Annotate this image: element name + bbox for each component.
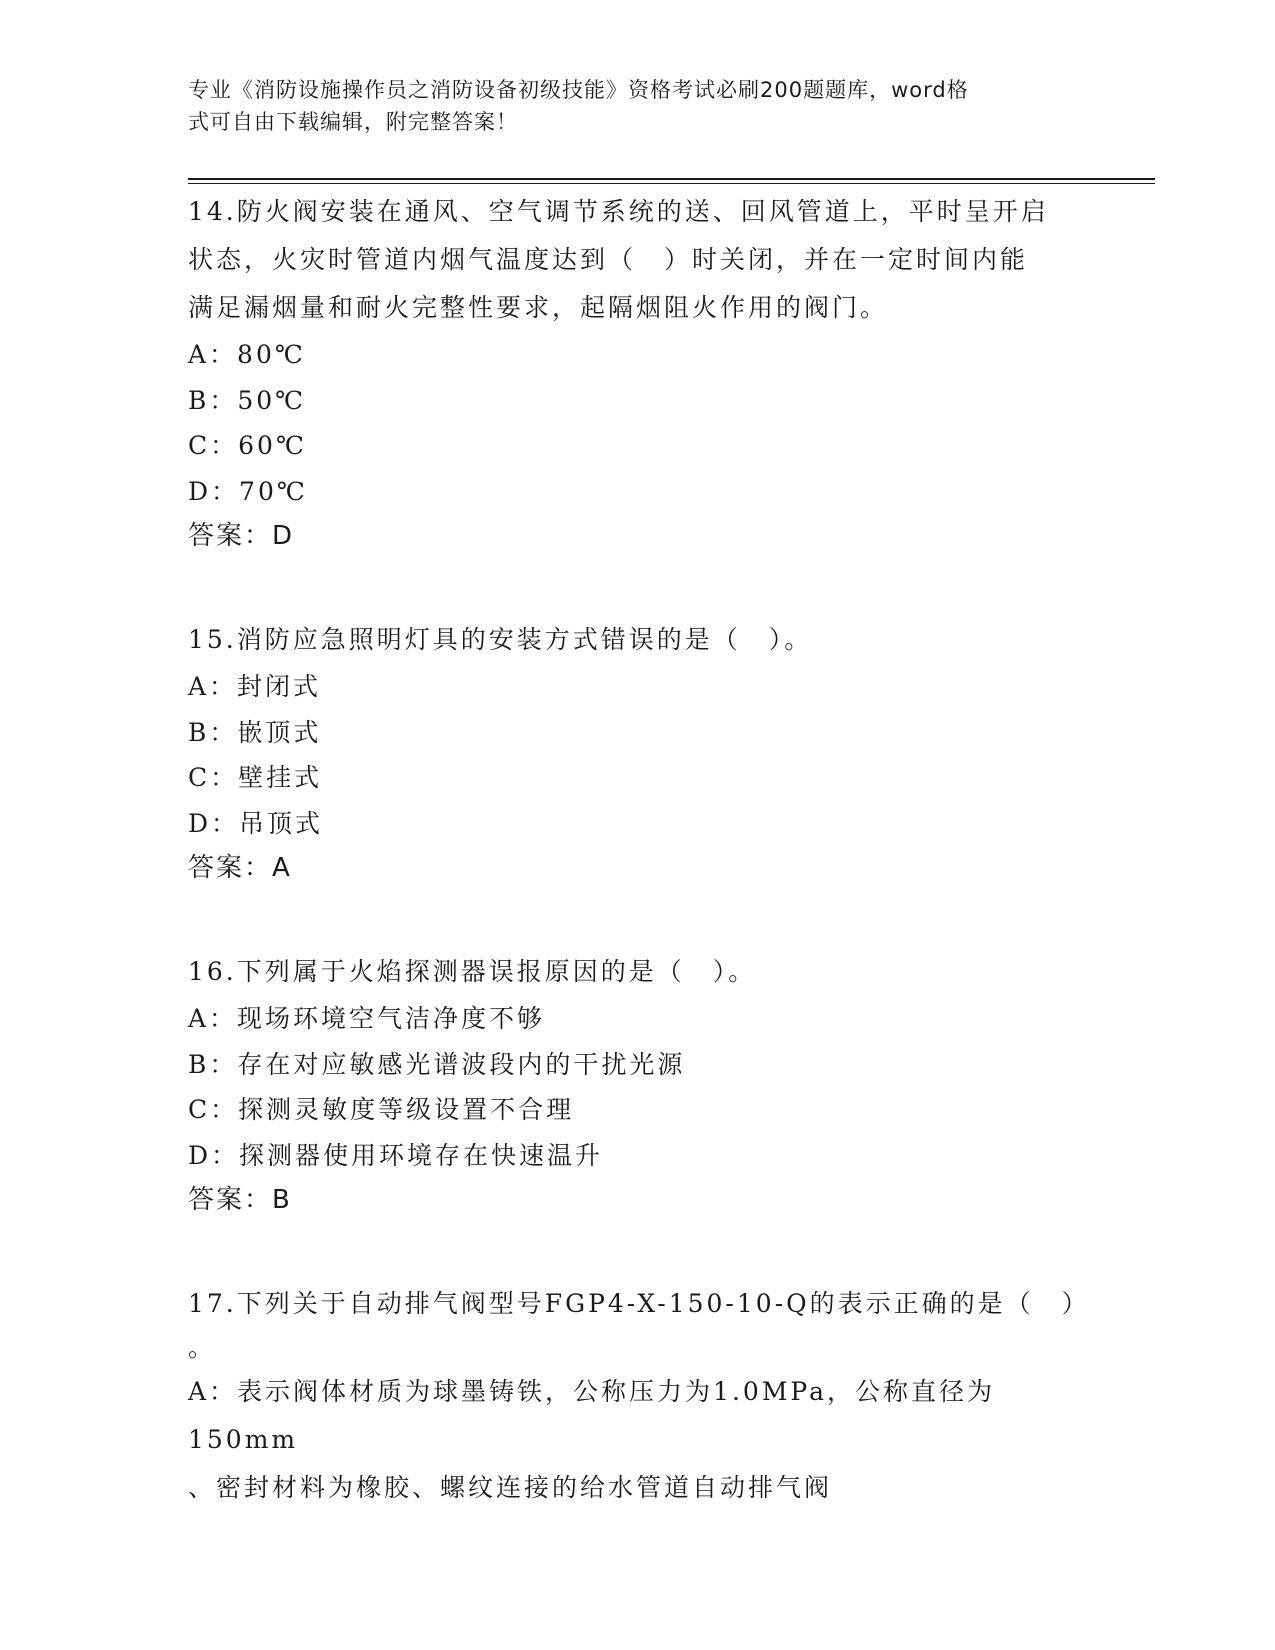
- question-14: [188, 188, 1088, 559]
- option-b: B：存在对应敏感光谱波段内的干扰光源: [188, 1049, 686, 1079]
- question-stem-line: 15.消防应急照明灯具的安装方式错误的是（ ）。: [188, 625, 813, 654]
- option-c: C：60℃: [188, 431, 307, 460]
- option-b: B：50℃: [188, 385, 307, 415]
- question-stem-line: 状态，火灾时管道内烟气温度达到（ ）时关闭，并在一定时间内能: [188, 245, 1029, 274]
- option-a: A：现场环境空气洁净度不够: [188, 1004, 546, 1033]
- option-b: B：嵌顶式: [188, 717, 322, 747]
- option-a: A：80℃: [188, 340, 306, 369]
- option-a: A：表示阀体材质为球墨铸铁，公称压力为1.0MPa，公称直径为150mm: [188, 1377, 996, 1454]
- question-15: [188, 616, 1088, 891]
- option-c: C：探测灵敏度等级设置不合理: [188, 1095, 575, 1124]
- document-header: [188, 74, 1088, 138]
- question-list: [188, 188, 1088, 1512]
- question-stem-line: 。: [188, 1333, 217, 1362]
- answer-line: 答案：D: [188, 521, 295, 551]
- question-17: [188, 1280, 1088, 1512]
- question-stem-line: 满足漏烟量和耐火完整性要求，起隔烟阻火作用的阀门。: [188, 293, 889, 322]
- option-a-continuation: 、密封材料为橡胶、螺纹连接的给水管道自动排气阀: [188, 1473, 833, 1502]
- question-16: [188, 948, 1088, 1223]
- header-divider-thin: [188, 183, 1155, 184]
- option-a: A：封闭式: [188, 672, 322, 701]
- option-d: D：吊顶式: [188, 808, 324, 838]
- option-d: D：探测器使用环境存在快速温升: [188, 1140, 604, 1170]
- question-stem-line: 16.下列属于火焰探测器误报原因的是（ ）。: [188, 957, 757, 986]
- answer-line: 答案：B: [188, 1185, 292, 1215]
- header-line-1: 专业《消防设施操作员之消防设备初级技能》资格考试必刷200题题库，word格: [188, 78, 969, 102]
- header-line-2: 式可自由下载编辑，附完整答案！: [188, 110, 518, 134]
- answer-line: 答案：A: [188, 853, 292, 883]
- option-c: C：壁挂式: [188, 763, 323, 792]
- question-stem-line: 17.下列关于自动排气阀型号FGP4-X-150-10-Q的表示正确的是（ ）: [188, 1289, 1090, 1318]
- header-divider-thick: [188, 178, 1155, 180]
- question-stem-line: 14.防火阀安装在通风、空气调节系统的送、回风管道上，平时呈开启: [188, 197, 1049, 226]
- option-d: D：70℃: [188, 476, 308, 506]
